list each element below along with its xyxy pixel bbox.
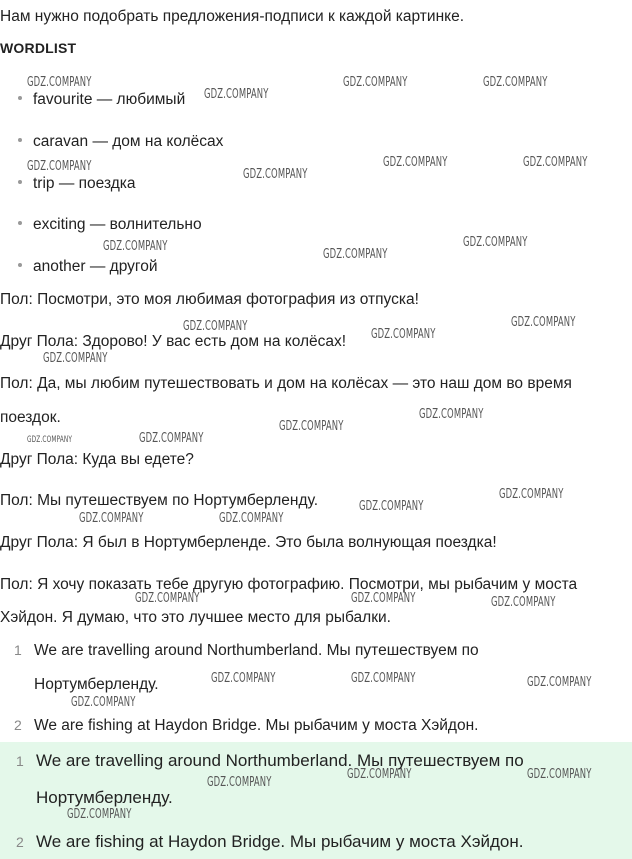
watermark: GDZ.COMPANY: [343, 75, 408, 90]
watermark: GDZ.COMPANY: [67, 807, 132, 822]
watermark: GDZ.COMPANY: [359, 499, 424, 514]
watermark: GDZ.COMPANY: [419, 407, 484, 422]
answer-number: 1: [14, 642, 22, 658]
watermark: GDZ.COMPANY: [527, 675, 592, 690]
watermark: GDZ.COMPANY: [371, 327, 436, 342]
bullet-icon: [18, 221, 22, 225]
answer-text: We are fishing at Haydon Bridge. Мы рыбачим у моста Хэйдон.: [36, 832, 524, 851]
watermark: GDZ.COMPANY: [527, 767, 592, 782]
dialogue-line: поездок.: [0, 409, 61, 426]
watermark: GDZ.COMPANY: [383, 155, 448, 170]
watermark: GDZ.COMPANY: [211, 671, 276, 686]
bullet-icon: [18, 263, 22, 267]
intro-text: Нам нужно подобрать предложения-подписи к каждой картинке.: [0, 8, 465, 25]
watermark: GDZ.COMPANY: [43, 351, 108, 366]
wordlist-item-text: trip — поездка: [33, 175, 136, 192]
watermark: GDZ.COMPANY: [279, 419, 344, 434]
watermark: GDZ.COMPANY: [351, 591, 416, 606]
watermark: GDZ.COMPANY: [79, 511, 144, 526]
answer-number: 1: [16, 753, 24, 769]
watermark: GDZ.COMPANY: [27, 75, 92, 90]
watermark: GDZ.COMPANY: [243, 167, 308, 182]
watermark: GDZ.COMPANY: [139, 431, 204, 446]
watermark: GDZ.COMPANY: [71, 695, 136, 710]
watermark: GDZ.COMPANY: [103, 239, 168, 254]
answer-box: [0, 742, 632, 859]
watermark: GDZ.COMPANY: [483, 75, 548, 90]
answer-text-continued: Нортумберленду.: [34, 676, 159, 693]
dialogue-line: Друг Пола: Я был в Нортумберленде. Это была волнующая поездка!: [0, 534, 497, 551]
answer-number: 2: [16, 834, 24, 850]
bullet-icon: [18, 138, 22, 142]
answer-item: [16, 751, 524, 771]
wordlist-item-text: favourite — любимый: [33, 91, 186, 108]
wordlist-heading: WORDLIST: [0, 40, 77, 56]
wordlist-item: [18, 216, 202, 234]
wordlist-item: [18, 133, 223, 151]
watermark: GDZ.COMPANY: [499, 487, 564, 502]
dialogue-line: Пол: Я хочу показать тебе другую фотографию. Посмотри, мы рыбачим у моста: [0, 576, 578, 593]
watermark: GDZ.COMPANY: [219, 511, 284, 526]
dialogue-line: Хэйдон. Я думаю, что это лучшее место для рыбалки.: [0, 609, 391, 626]
watermark: GDZ.COMPANY: [27, 435, 73, 445]
dialogue-line: Пол: Посмотри, это моя любимая фотография из отпуска!: [0, 291, 419, 308]
answer-item: [16, 832, 523, 852]
answer-text: We are travelling around Northumberland. Мы путешествуем по: [36, 751, 524, 770]
wordlist-item-text: caravan — дом на колёсах: [33, 133, 224, 150]
answer-number: 2: [14, 717, 22, 733]
bullet-icon: [18, 96, 22, 100]
wordlist-item-text: exciting — волнительно: [33, 216, 202, 233]
watermark: GDZ.COMPANY: [347, 767, 412, 782]
watermark: GDZ.COMPANY: [204, 87, 269, 102]
dialogue-line: Друг Пола: Здорово! У вас есть дом на колёсах!: [0, 333, 347, 350]
watermark: GDZ.COMPANY: [183, 319, 248, 334]
watermark: GDZ.COMPANY: [523, 155, 588, 170]
watermark: GDZ.COMPANY: [511, 315, 576, 330]
wordlist-item: [18, 258, 158, 276]
wordlist-item-text: another — другой: [33, 258, 158, 275]
watermark: GDZ.COMPANY: [351, 671, 416, 686]
watermark: GDZ.COMPANY: [491, 595, 556, 610]
answer-text: We are travelling around Northumberland. Мы путешествуем по: [34, 642, 479, 659]
answer-item: [14, 642, 479, 660]
watermark: GDZ.COMPANY: [135, 591, 200, 606]
dialogue-line: Друг Пола: Куда вы едете?: [0, 451, 194, 468]
bullet-icon: [18, 180, 22, 184]
dialogue-line: Пол: Да, мы любим путешествовать и дом на колёсах — это наш дом во время: [0, 375, 572, 392]
wordlist-item: [18, 91, 185, 109]
answer-text: We are fishing at Haydon Bridge. Мы рыбачим у моста Хэйдон.: [34, 717, 479, 734]
answer-text-continued: Нортумберленду.: [36, 788, 173, 807]
answer-item: [14, 717, 478, 735]
watermark: GDZ.COMPANY: [323, 247, 388, 262]
wordlist-item: [18, 175, 136, 193]
watermark: GDZ.COMPANY: [207, 775, 272, 790]
dialogue-line: Пол: Мы путешествуем по Нортумберленду.: [0, 492, 319, 509]
watermark: GDZ.COMPANY: [27, 159, 92, 174]
watermark: GDZ.COMPANY: [463, 235, 528, 250]
